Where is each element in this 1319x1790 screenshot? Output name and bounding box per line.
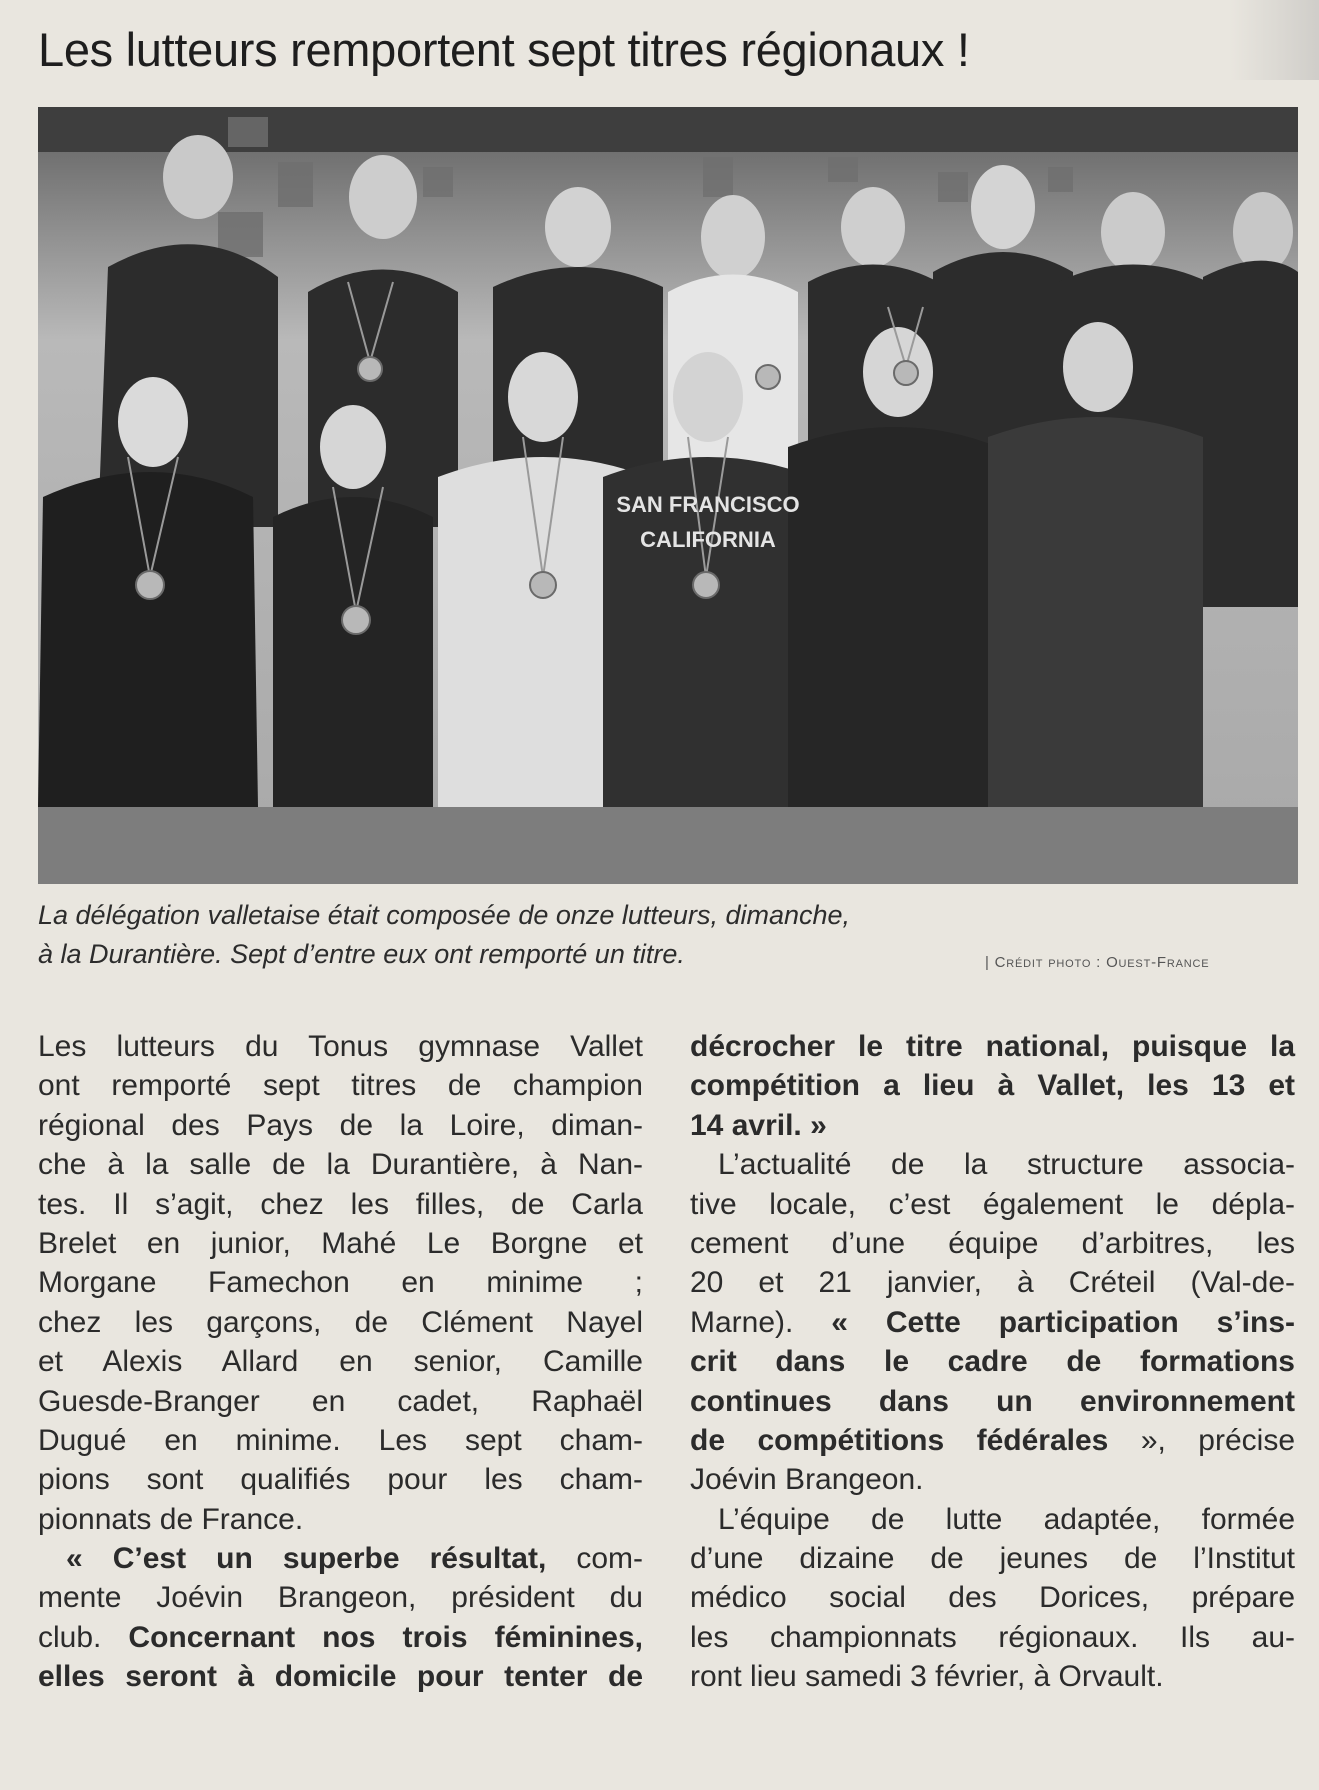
body-line: Joévin Brangeon. (690, 1463, 924, 1497)
body-line: Morgane Famechon en minime ; (38, 1266, 643, 1300)
body-line: compétition a lieu à Vallet, les 13 et (690, 1069, 1295, 1103)
body-line: Guesde-Branger en cadet, Raphaël (38, 1384, 643, 1418)
body-line: continues dans un environnement (690, 1384, 1295, 1418)
body-line: Dugué en minime. Les sept cham- (38, 1423, 643, 1457)
body-line: médico social des Dorices, prépare (690, 1581, 1295, 1615)
body-line: « C’est un superbe résultat, com- (66, 1542, 643, 1576)
body-line: Brelet en junior, Mahé Le Borgne et (38, 1226, 643, 1260)
body-line: club. Concernant nos trois féminines, (38, 1620, 643, 1654)
photo-caption (38, 896, 1118, 974)
body-line: de compétitions fédérales », précise (690, 1423, 1295, 1457)
body-line: Marne). « Cette participation s’ins- (690, 1305, 1295, 1339)
body-line: mente Joévin Brangeon, président du (38, 1581, 643, 1615)
body-line: elles seront à domicile pour tenter de (38, 1660, 643, 1694)
body-line: pionnats de France. (38, 1502, 304, 1536)
adjacent-article-bleed (1229, 0, 1319, 80)
headline: Les lutteurs remportent sept titres régionaux ! (38, 23, 970, 76)
body-column-left (38, 1027, 643, 1697)
body-line: pions sont qualifiés pour les cham- (38, 1463, 643, 1497)
shirt-print-line-1: SAN FRANCISCO (616, 492, 800, 517)
body-line: Les lutteurs du Tonus gymnase Vallet (38, 1030, 643, 1063)
body-line: chez les garçons, de Clément Nayel (38, 1305, 643, 1339)
body-line: ont remporté sept titres de champion (38, 1069, 643, 1103)
body-line: tes. Il s’agit, chez les filles, de Carla (38, 1187, 643, 1221)
shirt-print-line-2: CALIFORNIA (640, 527, 776, 552)
body-line: et Alexis Allard en senior, Camille (38, 1345, 643, 1379)
body-line: ront lieu samedi 3 février, à Orvault. (690, 1660, 1164, 1694)
body-line: d’une dizaine de jeunes de l’Institut (690, 1542, 1295, 1576)
body-line: tive locale, c’est également le dépla- (690, 1187, 1295, 1221)
body-column-right (690, 1027, 1295, 1697)
body-line: 20 et 21 janvier, à Créteil (Val-de- (690, 1266, 1295, 1300)
photo-credit: | Crédit photo : Ouest-France (985, 954, 1210, 971)
body-line: L’actualité de la structure associa- (718, 1148, 1295, 1182)
team-photo (38, 107, 1298, 884)
team-photo-graphic (38, 107, 1298, 884)
body-line: cement d’une équipe d’arbitres, les (690, 1226, 1295, 1260)
caption-line: à la Durantière. Sept d’entre eux ont remporté un titre. (38, 939, 685, 969)
caption-line: La délégation valletaise était composée de onze lutteurs, dimanche, (38, 900, 851, 930)
body-line: régional des Pays de la Loire, diman- (38, 1108, 643, 1142)
body-line: les championnats régionaux. Ils au- (690, 1620, 1295, 1654)
body-line: crit dans le cadre de formations (690, 1345, 1295, 1379)
body-line: che à la salle de la Durantière, à Nan- (38, 1148, 643, 1182)
body-line: 14 avril. » (690, 1108, 827, 1142)
body-line: décrocher le titre national, puisque la (690, 1030, 1295, 1063)
body-line: L’équipe de lutte adaptée, formée (718, 1502, 1295, 1536)
